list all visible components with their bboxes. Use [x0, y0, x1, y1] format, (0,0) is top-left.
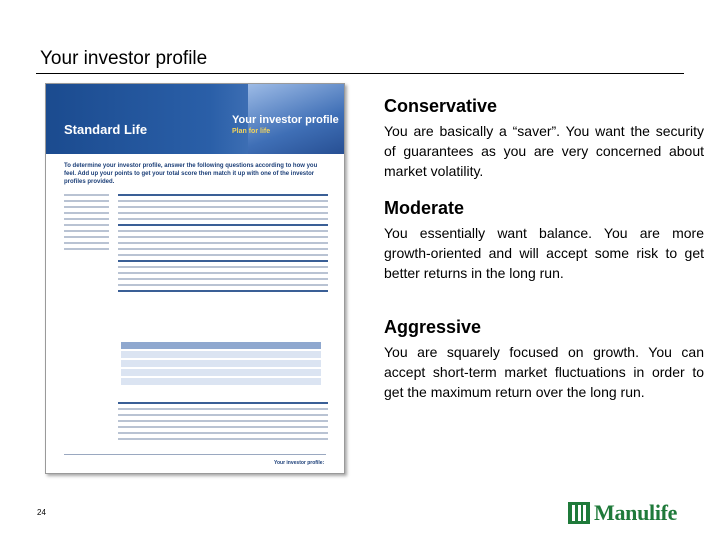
profile-title: Aggressive: [384, 317, 482, 337]
profile-title: Conservative: [384, 96, 498, 116]
manulife-logo-icon: [568, 502, 590, 524]
document-questions: [118, 194, 328, 296]
page-number: 24: [37, 508, 46, 517]
title-divider: [36, 73, 684, 74]
profile-description: You are basically a “saver”. You want the security of guarantees as you are very concerned about market volatility.: [384, 123, 704, 179]
document-final-question: [118, 402, 328, 444]
document-returns-table: [121, 342, 321, 392]
document-footer-divider: [64, 454, 326, 455]
document-brand: Standard Life: [64, 122, 148, 137]
profile-aggressive: [384, 317, 704, 402]
document-tagline: Plan for life: [232, 128, 271, 135]
profile-description: You are squarely focused on growth. You can accept short-term market fluctuations in order to get the maximum return over the long run.: [384, 344, 704, 400]
slide-title: Your investor profile: [40, 48, 208, 69]
profile-title: Moderate: [384, 198, 465, 218]
profile-moderate: [384, 198, 704, 283]
questionnaire-document-image: [45, 83, 345, 474]
document-sidebar-text: [64, 194, 109, 254]
profile-conservative: [384, 96, 704, 181]
document-footer: Your investor profile:: [274, 460, 325, 466]
profile-description: You essentially want balance. You are more growth-oriented and will accept some risk to get better returns in the long run.: [384, 225, 704, 281]
document-heading: Your investor profile: [232, 114, 339, 126]
document-intro: To determine your investor profile, answer the following questions according to how you feel. Add up your points to get your total score then match it up with one of the investor profiles provided.: [64, 163, 318, 186]
manulife-logo: [568, 500, 677, 526]
brand-name: Manulife: [594, 500, 678, 525]
